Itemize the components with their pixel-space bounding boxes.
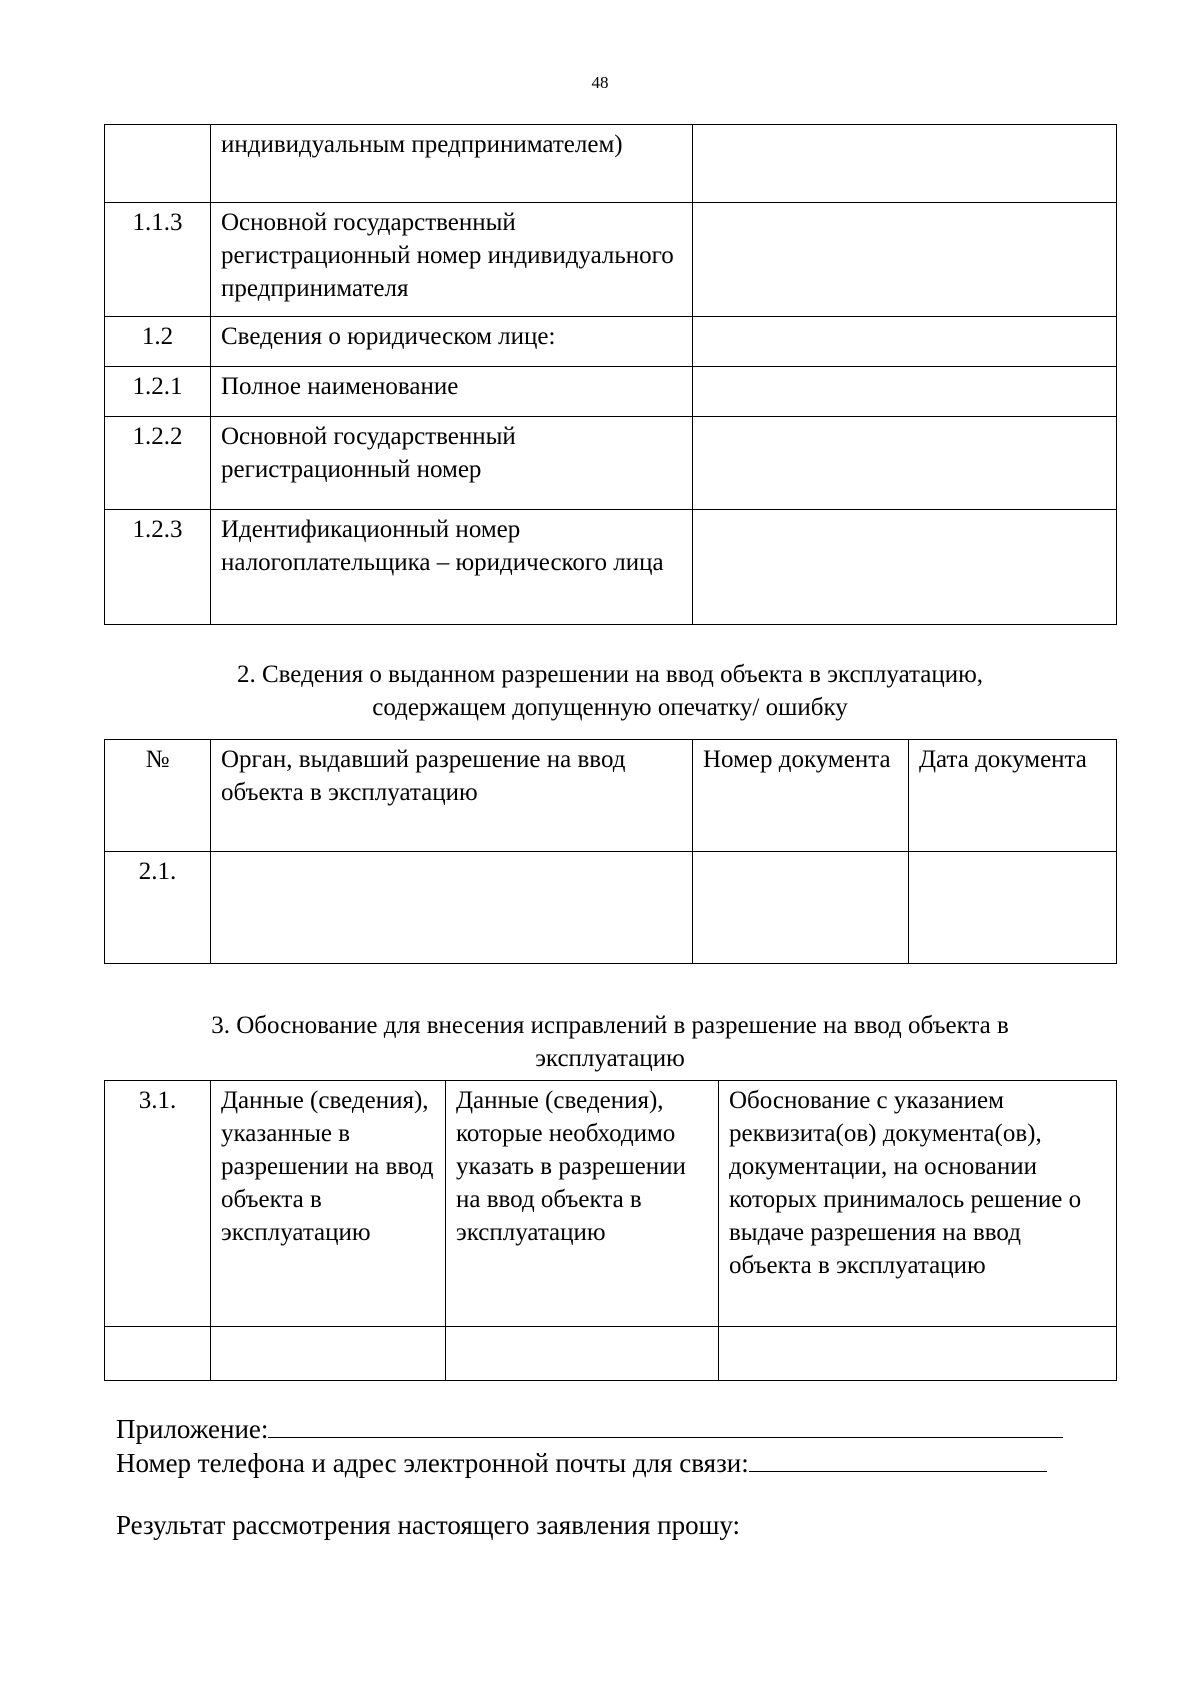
row-value-cell[interactable] bbox=[693, 367, 1117, 417]
row-value-cell[interactable] bbox=[693, 125, 1117, 203]
current-data-cell[interactable] bbox=[211, 1327, 446, 1381]
table-header-row bbox=[105, 1081, 1117, 1327]
attachment-input-line[interactable] bbox=[268, 1410, 1063, 1438]
row-number: 1.2.1 bbox=[105, 367, 211, 417]
section-3-heading bbox=[104, 1009, 1116, 1075]
page-number: 48 bbox=[591, 73, 609, 92]
column-header-authority: Орган, выдавший разрешение на ввод объекта в эксплуатацию bbox=[211, 740, 693, 852]
attachment-field bbox=[116, 1410, 1063, 1446]
table-row bbox=[105, 852, 1117, 964]
table-row bbox=[105, 203, 1117, 317]
table-row bbox=[105, 510, 1117, 625]
row-label: Основной государственный регистрационный номер индивидуального предпринимателя bbox=[211, 203, 693, 317]
column-header-number: 3.1. bbox=[105, 1081, 211, 1327]
section-3-heading-line-1: 3. Обоснование для внесения исправлений в разрешение на ввод объекта в bbox=[211, 1012, 1009, 1039]
row-number bbox=[105, 125, 211, 203]
table-row bbox=[105, 125, 1117, 203]
permit-info-table bbox=[104, 739, 1117, 964]
table-row bbox=[105, 367, 1117, 417]
row-number: 1.2 bbox=[105, 317, 211, 367]
attachment-label: Приложение: bbox=[116, 1414, 269, 1444]
row-value-cell[interactable] bbox=[693, 203, 1117, 317]
section-2-heading-line-2: содержащем допущенную опечатку/ ошибку bbox=[372, 694, 848, 721]
row-label: Сведения о юридическом лице: bbox=[211, 317, 693, 367]
doc-number-cell[interactable] bbox=[693, 852, 909, 964]
row-number bbox=[105, 1327, 211, 1381]
table-row bbox=[105, 1327, 1117, 1381]
table-header-row bbox=[105, 740, 1117, 852]
table-row bbox=[105, 417, 1117, 510]
column-header-number: № bbox=[105, 740, 211, 852]
authority-cell[interactable] bbox=[211, 852, 693, 964]
row-number: 1.2.3 bbox=[105, 510, 211, 625]
column-header-doc-number: Номер документа bbox=[693, 740, 909, 852]
column-header-doc-date: Дата документа bbox=[909, 740, 1117, 852]
applicant-info-table bbox=[104, 124, 1117, 625]
row-label: индивидуальным предпринимателем) bbox=[211, 125, 693, 203]
row-value-cell[interactable] bbox=[693, 417, 1117, 510]
row-value-cell[interactable] bbox=[693, 510, 1117, 625]
column-header-current-data: Данные (сведения), указанные в разрешении на ввод объекта в эксплуатацию bbox=[211, 1081, 446, 1327]
row-number: 1.2.2 bbox=[105, 417, 211, 510]
row-label: Идентификационный номер налогоплательщика – юридического лица bbox=[211, 510, 693, 625]
correction-basis-table bbox=[104, 1080, 1117, 1381]
result-request-label: Результат рассмотрения настоящего заявления прошу: bbox=[116, 1510, 741, 1540]
doc-date-cell[interactable] bbox=[909, 852, 1117, 964]
row-value-cell[interactable] bbox=[693, 317, 1117, 367]
row-label: Основной государственный регистрационный номер bbox=[211, 417, 693, 510]
table-row bbox=[105, 317, 1117, 367]
row-number: 1.1.3 bbox=[105, 203, 211, 317]
column-header-justification: Обоснование с указанием реквизита(ов) документа(ов), документации, на основании которых принималось решение о выдаче разрешения на ввод объекта в эксплуатацию bbox=[719, 1081, 1117, 1327]
row-number: 2.1. bbox=[105, 852, 211, 964]
contact-label: Номер телефона и адрес электронной почты для связи: bbox=[116, 1448, 749, 1478]
justification-cell[interactable] bbox=[719, 1327, 1117, 1381]
column-header-required-data: Данные (сведения), которые необходимо указать в разрешении на ввод объекта в эксплуатацию bbox=[446, 1081, 719, 1327]
section-3-heading-line-2: эксплуатацию bbox=[535, 1045, 685, 1072]
row-label: Полное наименование bbox=[211, 367, 693, 417]
section-2-heading bbox=[104, 658, 1116, 724]
required-data-cell[interactable] bbox=[446, 1327, 719, 1381]
contact-input-line[interactable] bbox=[749, 1444, 1047, 1472]
section-2-heading-line-1: 2. Сведения о выданном разрешении на ввод объекта в эксплуатацию, bbox=[236, 661, 984, 688]
contact-field bbox=[116, 1444, 1047, 1480]
